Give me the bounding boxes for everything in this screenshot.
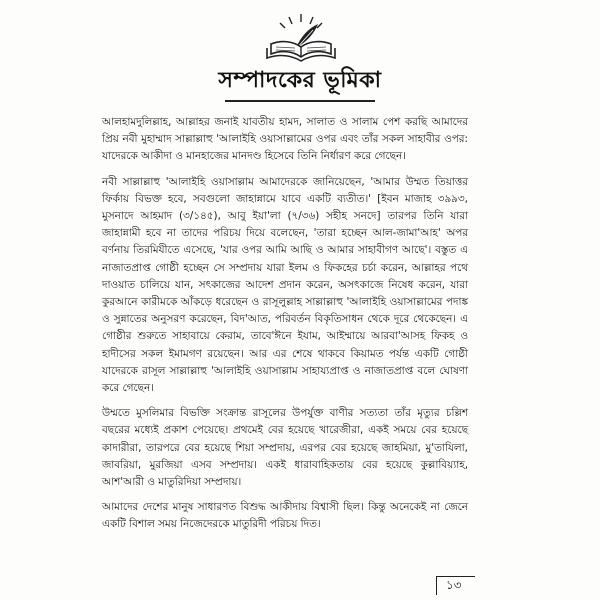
paragraph-4: আমাদের দেশের মানুষ সাধারণত বিশুদ্ধ আকীদায় বিশ্বাসী ছিল। কিন্তু অনেকেই না জেনে একটি বিশাল সময় নিজেদেরকে মাতুরিদী পরিচয় দিত।	[102, 501, 468, 531]
paragraph-3: উম্মতে মুসলিমার বিভক্তি সংক্রান্ত রাসূলের উপর্যুক্ত বাণীর সত্যতা তাঁর মৃত্যুর চল্লিশ বছরের মধ্যেই প্রকাশ পেয়েছে। প্রথমেই বের হয়েছে খারেজীরা, একই সময়ে বের হয়েছে কাদারীরা, তারপরে বের হয়েছে শিয়া সম্প্রদায়, এরপর বের হয়েছে জাহমিয়া, মু'তাযিলা, জাবরিয়া, মুরজিয়া এসব সম্প্রদায়। একই ধারাবাহিকতায় বের হয়েছে কুল্লাবিয়্যাহ, আশ'আরী ও মাতুরিদিয়া সম্প্রদায়।	[102, 407, 468, 489]
page-title: সম্পাদকের ভূমিকা	[218, 68, 382, 93]
title-underline	[225, 100, 375, 102]
body-text	[102, 114, 468, 542]
paragraph-2: নবী সাল্লাল্লাহু 'আলাইহি ওয়াসাল্লাম আমাদেরকে জানিয়েছেন, 'আমার উম্মত তিয়াত্তর ফির্কায় বিভক্ত হবে, সবগুলো জাহান্নামে যাবে একটি ব্যতীত।' [ইবন মাজাহ ৩৯৯৩, মুসনাদে আহমাদ (৩/১৪৫), আবু ইয়া'লা (৭/৩৬) সহীহ সনদে] তারপর তিনি যারা জাহান্নামী হবে না তাদের পরিচয় দিয়ে বলেছেন, 'তারা হচ্ছেন আল-জামা'আহ' অপর বর্ণনায় তিরমিযীতে এসেছে, 'যার ওপর আমি আছি ও আমার সাহাবীগণ আছে'। বস্তুত এ নাজাতপ্রাপ্ত গোষ্ঠী হচ্ছেন সে সম্প্রদায় যারা ইলম ও ফিকহের চর্চা করেন, আল্লাহর পথে দাওয়াত চালিয়ে যান, সৎকাজের আদেশ প্রদান করেন, অসৎকাজে নিষেধ করেন, যারা কুরআনে কারীমকে আঁকড়ে ধরেছেন ও রাসূলুল্লাহ সাল্লাল্লাহু 'আলাইহি ওয়াসাল্লামের পদাঙ্ক ও সুন্নাতের অনুসরণ করেছেন, বিদ'আত, পরিবর্তন বিকৃতিসাধন থেকে দূরে থেকেছেন। এ গোষ্ঠীর শুরুতে সাহাবায়ে কেরাম, তাবে'ঈনে ইযাম, আইম্মায়ে আরবা'আসহ ফিকহ ও হাদীসের সকল ইমামগণ রয়েছেন। আর এর শেষে থাকবে কিয়ামত পর্যন্ত একটি গোষ্ঠী যাদেরকে রাসূল সাল্লাল্লাহু 'আলাইহি ওয়াসাল্লাম সাহায্যপ্রাপ্ত ও নাজাতপ্রাপ্ত বলে ঘোষণা করে গেছেন।	[102, 175, 468, 395]
open-book-quill-icon	[261, 8, 341, 64]
heading-block	[165, 66, 435, 102]
page-number: ১৩	[446, 578, 462, 592]
paragraph-1: আলহামদুলিল্লাহ, আল্লাহর জনাই যাবতীয় হামদ, সালাত ও সালাম পেশ করছি আমাদের প্রিয় নবী মুহাম্মাদ সাল্লাল্লাহু 'আলাইহি ওয়াসাল্লামের ওপর এবং তাঁর সকল সাহাবীর ওপর: যাদেরকে আকীদা ও মানহাজের মানদণ্ড হিসেবে তিনি নির্ধারণ করে গেছেন।	[102, 116, 468, 163]
